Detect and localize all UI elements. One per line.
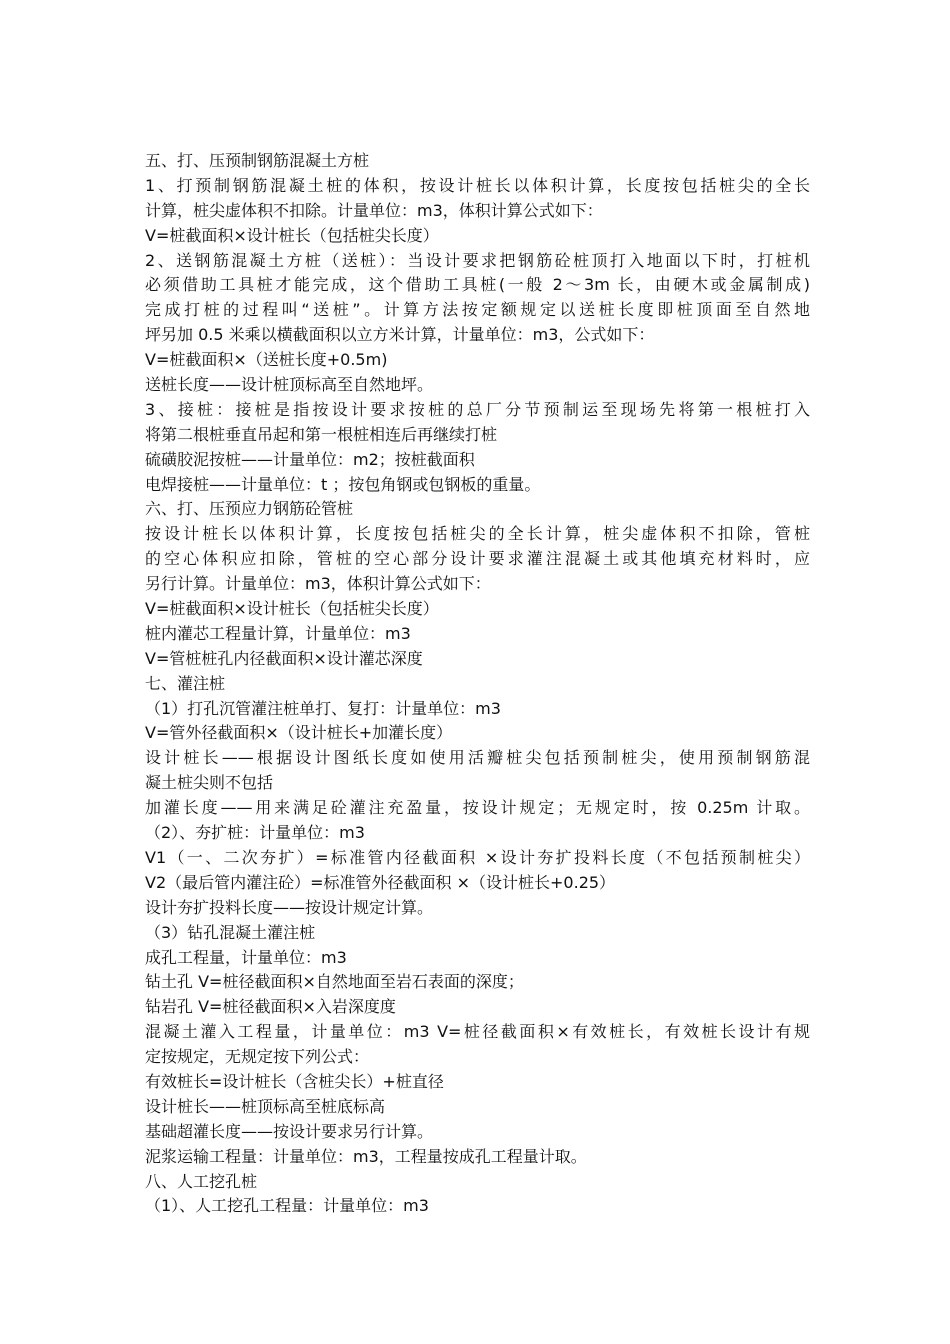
text-line: V=桩截面积×设计桩长（包括桩尖长度）	[145, 225, 439, 245]
text-line: 2、送钢筋混凝土方桩（送桩）：当设计要求把钢筋砼桩顶打入地面以下时，打桩机	[145, 250, 810, 270]
document-body	[145, 149, 810, 1219]
text-line: 基础超灌长度——按设计要求另行计算。	[145, 1121, 434, 1141]
text-line: 完成打桩的过程叫“送桩”。计算方法按定额规定以送桩长度即桩顶面至自然地	[145, 300, 810, 320]
text-line: 定按规定，无规定按下列公式：	[145, 1047, 370, 1067]
text-line: 按设计桩长以体积计算，长度按包括桩尖的全长计算，桩尖虚体积不扣除，管桩	[145, 524, 810, 544]
text-line: V=管外径截面积×（设计桩长+加灌长度）	[145, 723, 453, 743]
text-line: （3）钻孔混凝土灌注桩	[145, 922, 316, 942]
text-line: 六、打、压预应力钢筋砼管桩	[145, 499, 354, 519]
text-line: 的空心体积应扣除，管桩的空心部分设计要求灌注混凝土或其他填充材料时，应	[145, 549, 810, 569]
text-line: 硫磺胶泥按桩——计量单位：m2；按桩截面积	[145, 449, 475, 469]
text-line: 计算，桩尖虚体积不扣除。计量单位：m3，体积计算公式如下：	[145, 200, 603, 220]
text-line: （1）打孔沉管灌注桩单打、复打：计量单位：m3	[145, 698, 501, 718]
text-line: 成孔工程量，计量单位：m3	[145, 947, 347, 967]
text-line: 桩内灌芯工程量计算，计量单位：m3	[145, 623, 411, 643]
text-line: 设计夯扩投料长度——按设计规定计算。	[145, 897, 434, 917]
text-line: 凝土桩尖则不包括	[145, 773, 274, 793]
text-line: 有效桩长=设计桩长（含桩尖长）+桩直径	[145, 1071, 444, 1091]
text-line: 另行计算。计量单位：m3，体积计算公式如下：	[145, 574, 491, 594]
text-line: V2（最后管内灌注砼）=标准管外径截面积 ×（设计桩长+0.25）	[145, 872, 616, 892]
text-line: 混凝土灌入工程量，计量单位：m3 V=桩径截面积×有效桩长，有效桩长设计有规	[145, 1022, 810, 1042]
text-line: 1、打预制钢筋混凝土桩的体积，按设计桩长以体积计算，长度按包括桩尖的全长	[145, 175, 810, 195]
text-line: V=桩截面积×（送桩长度+0.5m)	[145, 350, 388, 370]
text-line: 将第二根桩垂直吊起和第一根桩相连后再继续打桩	[145, 424, 498, 444]
text-line: 加灌长度——用来满足砼灌注充盈量，按设计规定；无规定时，按 0.25m 计取。	[145, 798, 810, 818]
text-line: V=管桩桩孔内径截面积×设计灌芯深度	[145, 648, 423, 668]
text-line: 送桩长度——设计桩顶标高至自然地坪。	[145, 375, 434, 395]
text-line: 设计桩长——桩顶标高至桩底标高	[145, 1096, 386, 1116]
text-line: 3、接桩：接桩是指按设计要求按桩的总厂分节预制运至现场先将第一根桩打入	[145, 399, 810, 419]
text-line: 钻岩孔 V=桩径截面积×入岩深度度	[145, 997, 396, 1017]
text-line: V=桩截面积×设计桩长（包括桩尖长度）	[145, 599, 439, 619]
text-line: 设计桩长——根据设计图纸长度如使用活瓣桩尖包括预制桩尖，使用预制钢筋混	[145, 748, 810, 768]
text-line: 七、灌注桩	[145, 673, 226, 693]
text-line: 钻土孔 V=桩径截面积×自然地面至岩石表面的深度；	[145, 972, 524, 992]
text-line: （2）、夯扩桩：计量单位：m3	[145, 823, 365, 843]
text-line: 五、打、压预制钢筋混凝土方桩	[145, 151, 370, 170]
text-line: 必须借助工具桩才能完成，这个借助工具桩(一般 2～3m 长，由硬木或金属制成)	[145, 275, 810, 295]
text-line: 电焊接桩——计量单位：t ；按包角钢或包钢板的重量。	[145, 474, 541, 494]
text-line: 八、人工挖孔桩	[145, 1171, 258, 1191]
text-line: （1）、人工挖孔工程量：计量单位：m3	[145, 1196, 429, 1216]
text-line: V1（一、二次夯扩）=标准管内径截面积 ×设计夯扩投料长度（不包括预制桩尖）	[145, 847, 810, 867]
text-line: 坪另加 0.5 米乘以横截面积以立方米计算，计量单位：m3，公式如下：	[145, 325, 655, 345]
text-line: 泥浆运输工程量：计量单位：m3，工程量按成孔工程量计取。	[145, 1146, 587, 1166]
